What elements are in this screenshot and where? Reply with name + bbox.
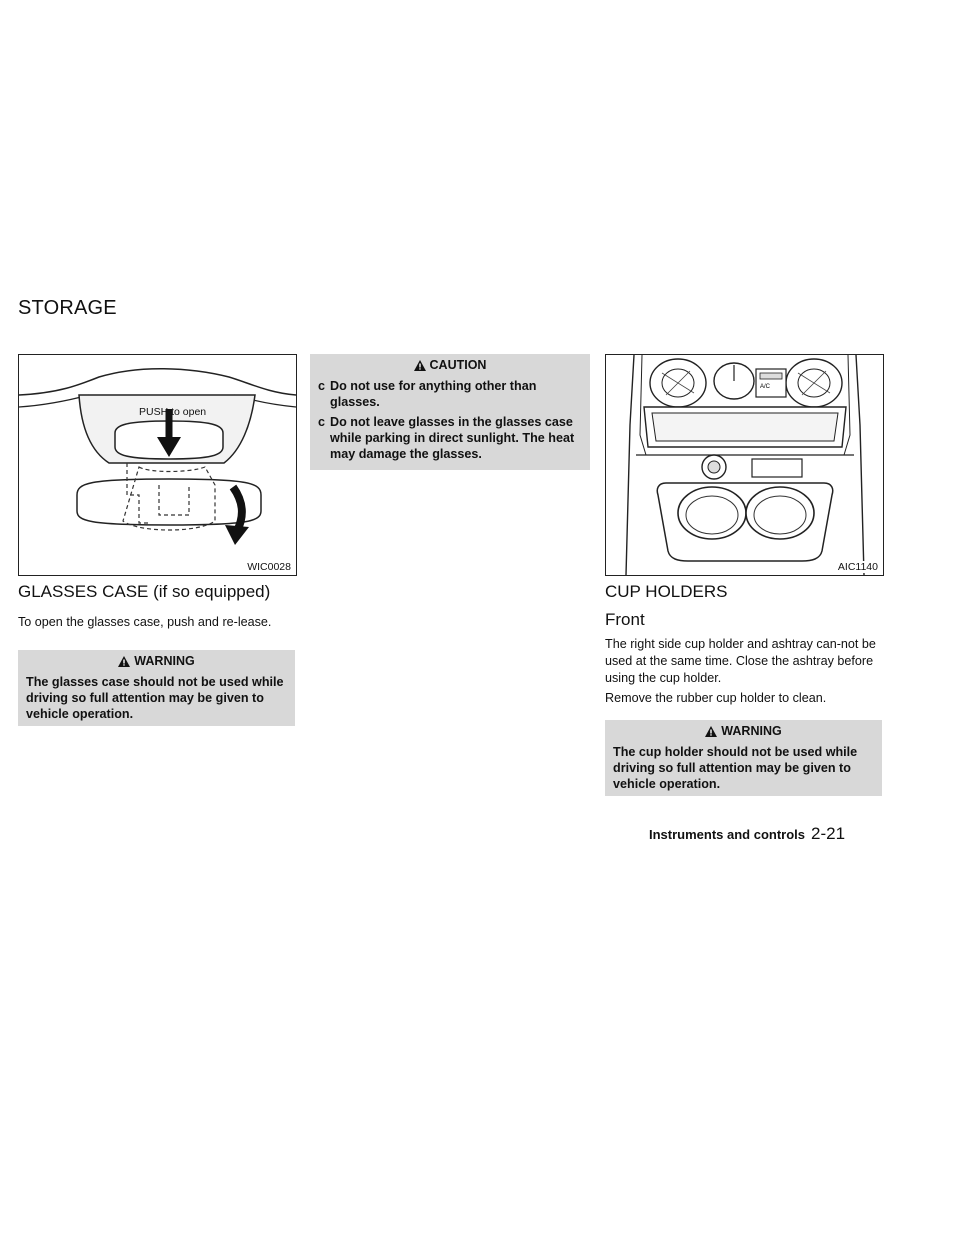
caution-title: CAUTION: [310, 354, 590, 372]
cup-holders-warning-box: [605, 720, 882, 796]
caution-item: c Do not leave glasses in the glasses case while parking in direct sunlight. The heat may damage the glasses.: [318, 415, 575, 461]
warning-triangle-icon: [414, 360, 426, 371]
warning-text: The glasses case should not be used while driving so full attention may be given to vehicle operation.: [26, 675, 284, 721]
bullet-icon: c: [318, 415, 326, 429]
figure-code: WIC0028: [247, 561, 291, 573]
svg-text:A/C: A/C: [760, 384, 771, 390]
cup-holders-illustration: [606, 355, 883, 575]
glasses-case-figure: [18, 354, 297, 576]
section-title: STORAGE: [18, 297, 117, 319]
cup-holders-paragraph: The right side cup holder and ashtray can-not be used at the same time. Close the ashtray before using the cup holder.: [605, 637, 876, 685]
cup-holders-figure: [605, 354, 884, 576]
warning-title: WARNING: [605, 720, 882, 738]
glasses-case-warning-box: [18, 650, 295, 726]
cup-holders-heading: CUP HOLDERS: [605, 582, 728, 601]
caution-item: c Do not use for anything other than glasses.: [318, 379, 537, 409]
bullet-icon: c: [318, 379, 326, 393]
warning-triangle-icon: [705, 726, 717, 737]
warning-text: The cup holder should not be used while driving so full attention may be given to vehicle operation.: [613, 745, 858, 791]
glasses-case-illustration: [19, 355, 296, 575]
push-to-open-label: PUSH to open: [139, 406, 207, 418]
cup-holders-paragraph: Remove the rubber cup holder to clean.: [605, 691, 827, 705]
warning-triangle-icon: [118, 656, 130, 667]
glasses-case-caution-box: [310, 354, 590, 470]
glasses-case-heading: GLASSES CASE (if so equipped): [18, 582, 271, 601]
page-footer: [649, 824, 845, 844]
warning-title: WARNING: [18, 650, 295, 668]
cup-holders-subheading: Front: [605, 610, 645, 629]
footer-label: Instruments and controls: [649, 827, 806, 842]
figure-code: AIC1140: [837, 561, 878, 573]
glasses-case-body: To open the glasses case, push and re-lease.: [18, 615, 272, 629]
page-number: 2-21: [811, 824, 846, 843]
